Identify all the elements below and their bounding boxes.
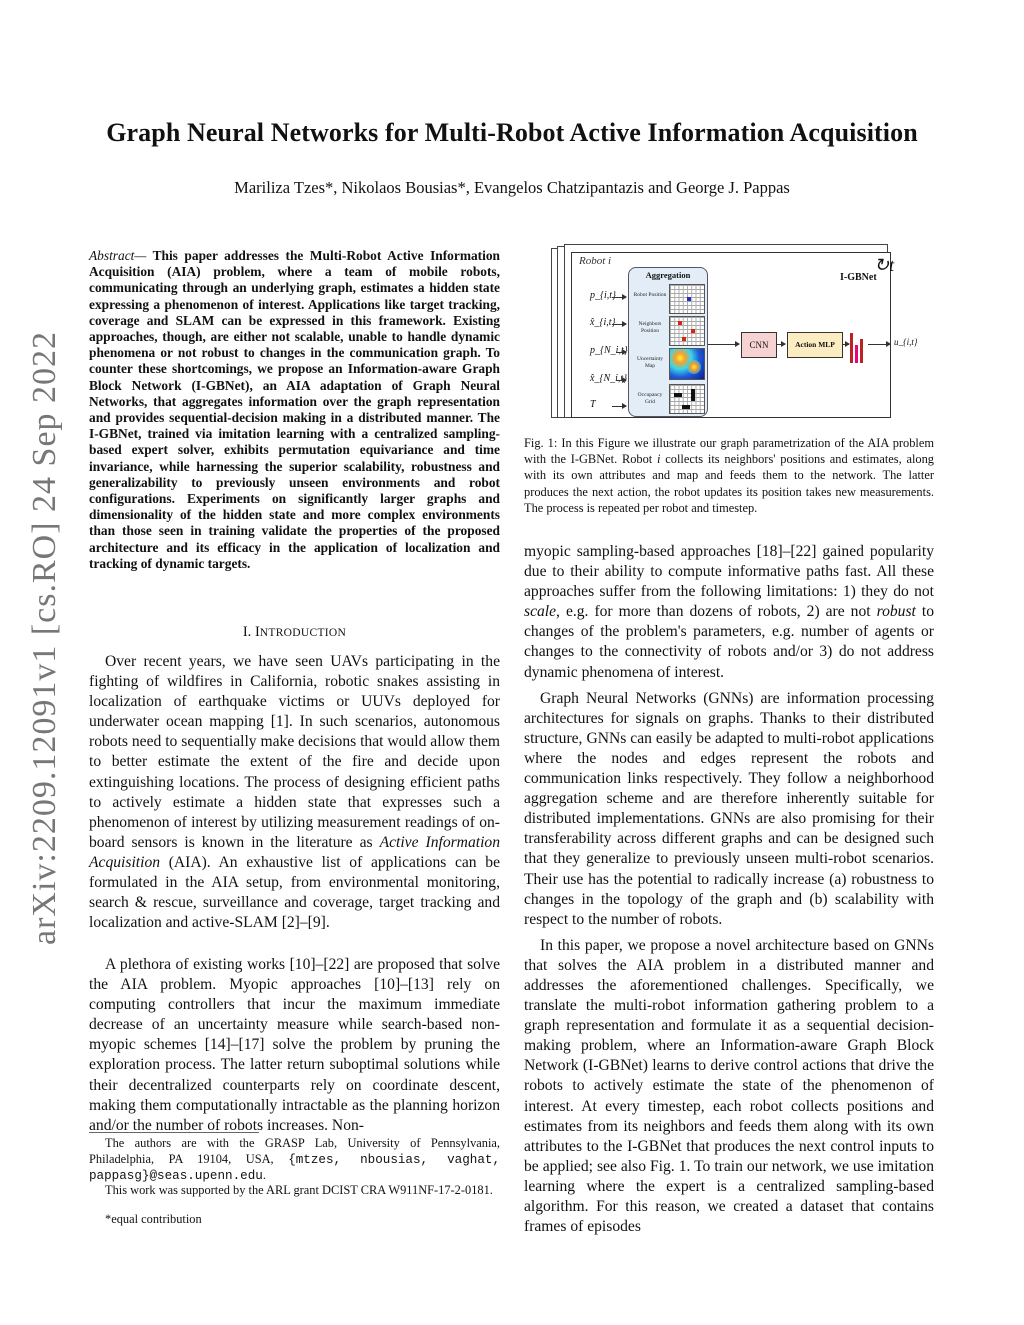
action-bar <box>860 339 863 363</box>
abstract-text: This paper addresses the Multi-Robot Active Information Acquisition (AIA) problem, where a team of mobile robots, communicating through an underlying graph, estimates a hidden state expressing a phenomenon of interest. Applications like target tracking, coverage and SLAM can be expressed in this framework. Existing approaches, though, are either not scalable, unable to handle dynamic phenomena or not robust to changes in the communication graph. To counter these shortcomings, we propose an Information-aware Graph Block Network (I-GBNet), an AIA adaptation of Graph Neural Networks, that aggregates information over the graph representation and provides sequential-decision making in a distributed manner. The I-GBNet, trained via imitation learning with a centralized sampling-based expert solver, exhibits permutation equivariance and time invariance, while harnessing the superior scalability, robustness and generalizability to previously unseen environments and robot configurations. Experiments on significantly larger graphs and dimensionality of the hidden state and more complex environments than those seen in training validate the properties of the proposed architecture and its efficacy in the application of localization and tracking of dynamic targets. <box>89 248 500 571</box>
mlp-to-actions-arrow <box>843 344 849 345</box>
section-title-first: I <box>254 624 260 640</box>
input-x-arrow <box>612 324 626 325</box>
output-arrow <box>868 344 890 345</box>
arxiv-sidebar: arXiv:2209.12091v1 [cs.RO] 24 Sep 2022 <box>26 330 63 945</box>
caption-text-a: Fig. 1: In this Figure we illustrate our graph parametrization of the AIA problem with the I-GBNet. Robot <box>524 436 934 467</box>
panel-neighbors-label: Neighbors Position <box>638 321 662 334</box>
input-x: x̂_{i,t} <box>590 317 616 328</box>
footnote-emails: {mtzes, nbousias, vaghat, pappasg}@seas.upenn.edu <box>89 1152 501 1183</box>
author-list: Mariliza Tzes*, Nikolaos Bousias*, Evangelos Chatzipantazis and George J. Pappas <box>234 178 790 197</box>
robot-panel <box>571 252 918 418</box>
intro-paragraph-2 <box>89 955 500 1136</box>
intro-p1-b: (AIA). An exhaustive list of applications can be formulated in the AIA setup, from environmental monitoring, search & rescue, surveillance and coverage, target tracking and localization and active-SLAM [2]–[9]. <box>89 853 500 932</box>
figure-1-caption <box>524 435 934 516</box>
section-heading-introduction <box>89 624 500 641</box>
input-T-arrow <box>612 406 626 407</box>
intro-p1-em: Active Information Acquisition <box>89 833 501 871</box>
right-p1-c: to changes of the problem's parameters, e.g. number of agents or changes to the connectivity of robots and/or 3) do not address dynamic phenomena of interest. <box>524 603 934 681</box>
aggregation-title: Aggregation <box>645 270 691 280</box>
time-loop-symbol: ↻t <box>874 255 895 275</box>
action-bar <box>855 345 858 363</box>
input-xn-arrow <box>616 380 626 381</box>
intro-paragraph-1 <box>89 652 500 933</box>
paper-title: Graph Neural Networks for Multi-Robot Active Information Acquisition <box>106 118 918 147</box>
right-p1-b: , e.g. for more than dozens of robots, 2) are not <box>556 603 877 621</box>
gbnet-label: I-GBNet <box>840 272 877 283</box>
cnn-to-mlp-arrow <box>777 344 785 345</box>
right-p1-em-scale: scale <box>524 603 557 621</box>
caption-text-b: collects its neighbors' positions and estimates, along with its own attributes and map and feeds them to the network. The latter produces the next action, the robot updates its position takes new measurements. The process is repeated per robot and timestep. <box>524 452 934 515</box>
right-paragraph-3: In this paper, we propose a novel architecture based on GNNs that solves the AIA problem in a distributed manner and addresses the aforementioned challenges. Specifically, we translate the multi-robot information gathering problem to a graph representation and formulate it as a sequential decision-making problem, where an Information-aware Graph Block Network (I-GBNet) learns to derive control actions that drive the robots to actively estimate the state of the phenomenon of interest. At every timestep, each robot collects positions and estimates from its neighbors and feeds them along with its own attributes to the I-GBNet that produces the next control inputs to be applied; see also Fig. 1. To train our network, we use imitation learning where the expert is a centralized sampling-based algorithm. For this reason, we created a dataset that contains frames of episodes <box>524 936 934 1236</box>
right-paragraph-2: Graph Neural Networks (GNNs) are information processing architectures for signals on graphs. Thanks to their distributed structure, GNNs can easily be adapted to multi-robot applications where the nodes and edges represent the robots and communication links respectively. They follow a neighborhood aggregation scheme and are therefore inherently suitable for distributed implementations. GNNs are also promising for their transferability across different graphs and can be designed such that they generalize to previously unseen multi-robot scenarios. Their use has the potential to radically increase (a) robustness to changes in the topology of the graph and (b) scalability with respect to the number of robots. <box>524 689 934 928</box>
intro-p2: A plethora of existing works [10]–[22] are proposed that solve the AIA problem. Myopic approaches [10]–[13] rely on computing controllers that incur the maximum immediate decrease of an uncertainty measure while search-based non-myopic schemes [14]–[17] solve the problem by pruning the exploration process. The latter return suboptimal solutions while their decentralized counterparts rely on coordinate descent, making them computationally intractable as the planning horizon and/or the number of robots increases. Non- <box>89 956 500 1134</box>
input-p: p_{i,t} <box>590 290 617 301</box>
abstract <box>89 248 500 572</box>
panel-occupancy-label: Occupancy Grid <box>637 392 663 405</box>
footnote-equal-contribution: *equal contribution <box>105 1212 202 1226</box>
section-title-rest: NTRODUCTION <box>259 627 347 639</box>
aggregation-block <box>628 267 708 417</box>
action-distribution <box>850 327 864 365</box>
right-p1-em-robust: robust <box>876 603 916 621</box>
input-p-arrow <box>612 297 626 298</box>
occupancy-grid <box>669 384 705 414</box>
input-T: T <box>590 399 596 410</box>
uncertainty-hotspot <box>687 360 701 374</box>
right-paragraph-1 <box>524 542 934 683</box>
panel-uncertainty-label: Uncertainty Map <box>637 356 663 369</box>
input-pn-arrow <box>616 352 626 353</box>
neighbors-position-grid <box>669 316 705 346</box>
footnote-affiliation <box>89 1136 500 1185</box>
action-bar <box>850 333 853 363</box>
footnote-period: . <box>262 1168 266 1182</box>
figure-1-diagram <box>551 244 918 424</box>
input-pn: p_{N_i,t} <box>590 345 628 356</box>
action-mlp-block: Action MLP <box>787 332 843 358</box>
right-column-text <box>524 542 934 1237</box>
panel-robot-label: Robot Position <box>633 292 667 298</box>
intro-p1-a: Over recent years, we have seen UAVs participating in the fighting of wildfires in California, robotic snakes assisting in localization of earthquake victims or UUVs deployed for underwater ocean mapping [1]. In such scenarios, autonomous robots need to sequentially make decisions that would allow them to better estimate the extent of the fire and decide upon extinguishing locations. The process of designing efficient paths to actively estimate a hidden state that expresses such a phenomenon of interest by utilizing measurement readings of on-board sensors is known in the literature as <box>89 653 500 851</box>
cnn-block: CNN <box>741 332 777 358</box>
footnote-affiliation-text: The authors are with the GRASP Lab, University of Pennsylvania, Philadelphia, PA 19104, USA, <box>89 1136 500 1166</box>
robot-label: Robot i <box>579 255 612 267</box>
caption-text-i: i <box>657 452 661 467</box>
input-xn: x̂_{N_i,t} <box>590 373 628 384</box>
abstract-lead: Abstract— <box>89 248 147 263</box>
right-p1-a: myopic sampling-based approaches [18]–[22] gained popularity due to their ability to compute informative paths fast. All these approaches suffer from the following limitations: 1) they do not <box>524 543 934 601</box>
footnote-funding: This work was supported by the ARL grant DCIST CRA W911NF-17-2-0181. <box>105 1183 493 1197</box>
aggregation-to-cnn-arrow <box>708 344 739 345</box>
section-number: I. <box>242 624 255 640</box>
footnote-rule <box>89 1132 259 1133</box>
time-symbol: t <box>889 255 895 275</box>
output-u: u_{i,t} <box>894 337 918 347</box>
robot-position-grid <box>669 284 705 314</box>
